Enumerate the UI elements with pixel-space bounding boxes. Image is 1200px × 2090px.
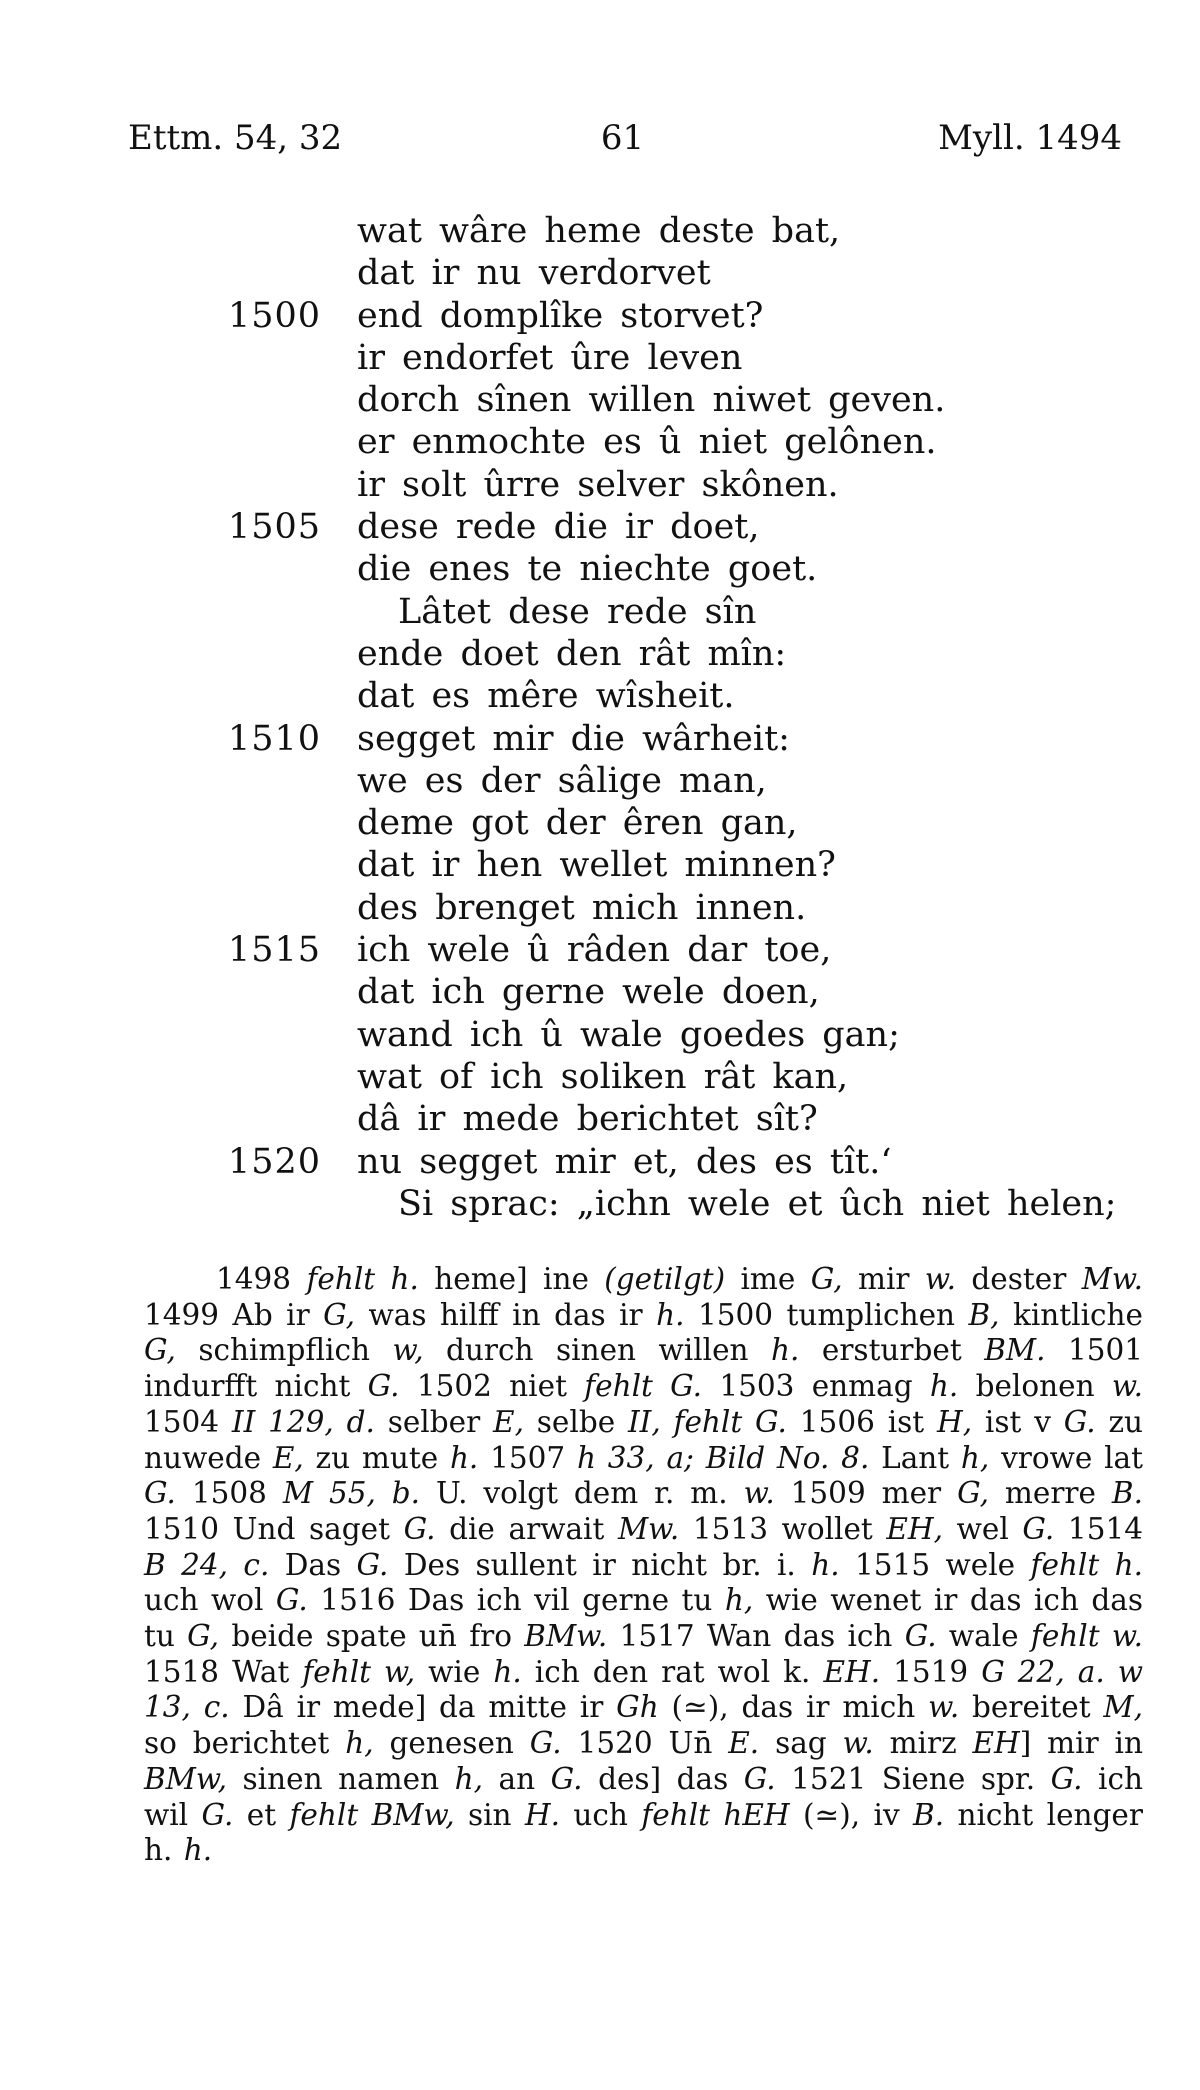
verse-text-line: Lâtet dese rede sîn <box>398 591 757 632</box>
apparatus-text: 1514 <box>1054 1511 1143 1546</box>
apparatus-text: 1508 <box>175 1476 283 1511</box>
apparatus-siglum: M 55, b. <box>282 1476 421 1511</box>
apparatus-siglum: h. <box>811 1547 840 1582</box>
verse-line <box>0 295 1200 337</box>
apparatus-siglum: G. <box>1050 1761 1083 1796</box>
apparatus-text: 1509 mer <box>774 1476 958 1511</box>
apparatus-text: ersturbet <box>799 1333 985 1368</box>
apparatus-text: 1521 Siene spr. <box>775 1761 1051 1796</box>
apparatus-text: 1500 tumplichen <box>684 1297 969 1332</box>
verse-number: 1515 <box>228 930 322 971</box>
apparatus-text: zu nuwede <box>144 1404 1143 1475</box>
verse-text-line: wat wâre heme deste bat, <box>357 211 841 251</box>
apparatus-text: uch wol <box>144 1583 276 1618</box>
verse-line <box>0 760 1200 802</box>
apparatus-siglum: EH, <box>886 1511 944 1546</box>
apparatus-text: Lant <box>869 1440 961 1475</box>
apparatus-text: sinen namen <box>227 1761 455 1796</box>
verse-line <box>0 506 1200 548</box>
apparatus-siglum: E. <box>728 1726 760 1761</box>
apparatus-siglum: G. <box>550 1761 583 1796</box>
apparatus-siglum: G. <box>1063 1404 1096 1439</box>
apparatus-text: wale <box>936 1619 1031 1654</box>
verse-text-line: ende doet den rât mîn: <box>357 633 787 674</box>
apparatus-siglum: fehlt h. <box>306 1262 419 1296</box>
apparatus-siglum: G. <box>743 1761 776 1796</box>
verse-text-line: des brenget mich innen. <box>357 887 807 928</box>
apparatus-siglum: II, fehlt G. <box>628 1404 787 1439</box>
verse-line <box>0 1141 1200 1183</box>
apparatus-text: 1504 <box>144 1404 232 1439</box>
verse-text-line: wand ich û wale goedes gan; <box>357 1014 900 1055</box>
apparatus-text: nicht lenger h. <box>144 1797 1143 1868</box>
apparatus-siglum: G, <box>323 1297 356 1332</box>
apparatus-siglum: Mw. <box>617 1511 680 1546</box>
apparatus-text: ] mir in <box>1019 1726 1143 1761</box>
apparatus-text: (≃), iv <box>789 1797 914 1832</box>
verse-text-line: Si sprac: „ichn wele et ûch niet helen; <box>398 1183 1117 1224</box>
apparatus-text: dester <box>956 1262 1082 1296</box>
apparatus-siglum: G. <box>367 1369 400 1404</box>
apparatus-text: sin <box>454 1797 525 1832</box>
apparatus-text: 1501 indurfft nicht <box>144 1333 1144 1404</box>
page-number: 61 <box>600 118 645 158</box>
header-right-reference: Myll. 1494 <box>938 118 1122 158</box>
apparatus-siglum: G. <box>403 1511 436 1546</box>
apparatus-siglum: w. <box>842 1726 874 1761</box>
verse-text-line: dat ir nu verdorvet <box>357 253 711 294</box>
apparatus-siglum: fehlt hEH <box>641 1797 790 1832</box>
apparatus-text: 1515 wele <box>839 1547 1031 1582</box>
apparatus-text: U. volgt dem r. m. <box>420 1476 744 1511</box>
apparatus-text: bereitet <box>959 1690 1104 1725</box>
apparatus-siglum: h, <box>960 1440 990 1475</box>
apparatus-siglum: G 22, a. <box>981 1654 1105 1689</box>
apparatus-text: Das <box>269 1547 357 1582</box>
apparatus-siglum: w. <box>928 1690 960 1725</box>
apparatus-siglum: E, <box>493 1404 524 1439</box>
apparatus-siglum: h. <box>929 1369 959 1404</box>
apparatus-siglum: Mw. <box>1081 1262 1144 1296</box>
apparatus-siglum: fehlt G. <box>584 1369 703 1404</box>
verse-text-line: ich wele û râden dar toe, <box>357 930 832 971</box>
apparatus-text: 1513 wollet <box>679 1511 887 1546</box>
apparatus-text: 1506 ist <box>786 1404 937 1439</box>
verse-text-line: ir endorfet ûre leven <box>357 337 743 378</box>
critical-apparatus <box>144 1262 1143 1869</box>
verse-text-line: dese rede die ir doet, <box>357 507 760 548</box>
apparatus-siglum: w. <box>924 1262 957 1296</box>
verse-text-line: dat es mêre wîsheit. <box>357 676 735 717</box>
apparatus-text: 1510 Und saget <box>144 1511 404 1546</box>
apparatus-siglum: B. <box>1111 1476 1143 1511</box>
apparatus-text: uch <box>560 1797 642 1832</box>
apparatus-siglum: G. <box>904 1619 937 1654</box>
verse-number: 1520 <box>228 1141 322 1182</box>
verse-text-line: end domplîke storvet? <box>357 295 764 336</box>
apparatus-text: sag <box>759 1726 843 1761</box>
apparatus-siglum: G. <box>144 1476 176 1511</box>
verse-text <box>0 210 1200 1225</box>
apparatus-siglum: B 24, c. <box>144 1547 270 1582</box>
apparatus-siglum: h, <box>724 1583 754 1618</box>
apparatus-text: 1503 enmag <box>702 1369 930 1404</box>
apparatus-siglum: BMw, <box>144 1761 228 1796</box>
verse-line <box>0 1056 1200 1098</box>
apparatus-siglum: (getilgt) <box>604 1262 726 1296</box>
apparatus-text: 1519 <box>880 1654 982 1689</box>
verse-text-line: dorch sînen willen niwet geven. <box>357 380 946 421</box>
apparatus-text: ist v <box>972 1404 1064 1439</box>
apparatus-siglum: B, <box>968 1297 1000 1332</box>
apparatus-text: ime <box>725 1262 811 1296</box>
apparatus-siglum: w. <box>743 1476 775 1511</box>
verse-line <box>0 379 1200 421</box>
verse-line <box>0 548 1200 590</box>
verse-text-line: wat of ich soliken rât kan, <box>357 1056 849 1097</box>
verse-line <box>0 464 1200 506</box>
verse-line <box>0 802 1200 844</box>
apparatus-siglum: h 33, a; Bild No. 8. <box>576 1440 870 1475</box>
apparatus-siglum: fehlt h. <box>1030 1547 1144 1582</box>
apparatus-text: kintliche <box>999 1297 1143 1332</box>
verse-text-line: er enmochte es û niet gelônen. <box>357 422 937 463</box>
apparatus-siglum: EH. <box>823 1654 881 1689</box>
apparatus-siglum: h. <box>449 1440 479 1475</box>
verse-number: 1505 <box>228 507 322 548</box>
verse-line <box>0 1014 1200 1056</box>
apparatus-siglum: h, <box>345 1726 374 1761</box>
verse-line <box>0 421 1200 463</box>
apparatus-siglum: h. <box>656 1297 685 1332</box>
verse-line <box>0 210 1200 252</box>
apparatus-text: et <box>233 1797 290 1832</box>
apparatus-siglum: h. <box>183 1833 213 1868</box>
verse-line <box>0 633 1200 675</box>
verse-line <box>0 591 1200 633</box>
apparatus-siglum: BMw. <box>524 1619 608 1654</box>
verse-line <box>0 887 1200 929</box>
apparatus-siglum: fehlt w, <box>302 1654 416 1689</box>
apparatus-text: selber <box>374 1404 494 1439</box>
apparatus-siglum: fehlt BMw, <box>289 1797 455 1832</box>
apparatus-siglum: fehlt w. <box>1030 1619 1143 1654</box>
apparatus-text: ich den rat wol k. <box>521 1654 824 1689</box>
apparatus-text: Dâ ir mede] da mitte ir <box>229 1690 617 1725</box>
apparatus-siglum: EH <box>972 1726 1020 1761</box>
apparatus-siglum: G. <box>201 1797 234 1832</box>
apparatus-text: wel <box>943 1511 1023 1546</box>
apparatus-siglum: h, <box>454 1761 484 1796</box>
verse-text-line: segget mir die wârheit: <box>357 718 790 759</box>
apparatus-text: mirz <box>873 1726 973 1761</box>
verse-text-line: dat ir hen wellet minnen? <box>357 845 836 886</box>
apparatus-text: schimpflich <box>175 1333 393 1368</box>
apparatus-siglum: G, <box>957 1476 989 1511</box>
apparatus-text: 1517 Wan das ich <box>607 1619 905 1654</box>
verse-number: 1510 <box>228 718 322 759</box>
apparatus-siglum: II 129, d. <box>231 1404 375 1439</box>
apparatus-text: die arwait <box>435 1511 618 1546</box>
apparatus-siglum: w, <box>392 1333 424 1368</box>
apparatus-text: so berichtet <box>144 1726 346 1761</box>
apparatus-siglum: E, <box>272 1440 304 1475</box>
verse-line <box>0 718 1200 760</box>
verse-line <box>0 252 1200 294</box>
verse-line <box>0 337 1200 379</box>
apparatus-siglum: w 13, c. <box>144 1654 1143 1725</box>
verse-text-line: deme got der êren gan, <box>357 803 798 844</box>
apparatus-text: (≃), das ir mich <box>658 1690 929 1725</box>
apparatus-text: 1498 <box>216 1262 307 1296</box>
apparatus-siglum: w. <box>1111 1369 1144 1404</box>
apparatus-text: beide spate un̄ fro <box>219 1619 525 1654</box>
apparatus-siglum: G. <box>356 1547 389 1582</box>
apparatus-text: 1516 Das ich vil gerne tu <box>307 1583 725 1618</box>
apparatus-siglum: H. <box>524 1797 561 1832</box>
verse-text-line: nu segget mir et, des es tît.‘ <box>357 1141 892 1182</box>
apparatus-text: wie <box>415 1654 494 1689</box>
apparatus-text: Des sullent ir nicht br. i. <box>388 1547 812 1582</box>
apparatus-siglum: Gh <box>616 1690 659 1725</box>
apparatus-text: belonen <box>958 1369 1112 1404</box>
apparatus-text: selbe <box>523 1404 629 1439</box>
apparatus-siglum: H, <box>936 1404 973 1439</box>
running-header <box>0 118 1200 168</box>
apparatus-text: durch sinen willen <box>423 1333 772 1368</box>
apparatus-siglum: G, <box>144 1333 176 1368</box>
apparatus-siglum: BM. <box>984 1333 1046 1368</box>
apparatus-text: heme] ine <box>418 1262 605 1296</box>
header-left-reference: Ettm. 54, 32 <box>128 118 343 158</box>
apparatus-text: 1502 niet <box>399 1369 585 1404</box>
apparatus-text: vrowe lat <box>989 1440 1143 1475</box>
verse-line <box>0 675 1200 717</box>
verse-text-line: we es der sâlige man, <box>357 760 767 801</box>
apparatus-siglum: B. <box>913 1797 945 1832</box>
apparatus-siglum: G. <box>529 1726 562 1761</box>
verse-text-line: dâ ir mede berichtet sît? <box>357 1099 818 1140</box>
apparatus-text: 1499 Ab ir <box>144 1297 324 1332</box>
apparatus-text: mir <box>842 1262 925 1296</box>
verse-text-line: die enes te niechte goet. <box>357 549 818 590</box>
verse-text-line: dat ich gerne wele doen, <box>357 972 820 1013</box>
apparatus-siglum: G, <box>810 1262 843 1296</box>
apparatus-siglum: G. <box>275 1583 308 1618</box>
verse-number: 1500 <box>228 295 322 336</box>
apparatus-siglum: h. <box>771 1333 800 1368</box>
apparatus-text: wie wenet ir das ich das tu <box>144 1583 1143 1654</box>
apparatus-text: des] das <box>582 1761 744 1796</box>
verse-line <box>0 971 1200 1013</box>
verse-line <box>0 844 1200 886</box>
apparatus-text: 1520 Un̄ <box>561 1726 729 1761</box>
apparatus-text <box>1105 1655 1118 1689</box>
verse-line <box>0 929 1200 971</box>
apparatus-text: 1518 Wat <box>144 1654 303 1689</box>
apparatus-text: 1507 <box>478 1440 577 1475</box>
apparatus-siglum: G, <box>187 1619 220 1654</box>
apparatus-text: merre <box>988 1476 1112 1511</box>
apparatus-siglum: G. <box>1022 1511 1055 1546</box>
verse-line <box>0 1183 1200 1225</box>
apparatus-text: was hilff in das ir <box>355 1297 657 1332</box>
verse-text-line: ir solt ûrre selver skônen. <box>357 464 839 505</box>
apparatus-text: zu mute <box>303 1440 450 1475</box>
apparatus-siglum: M, <box>1103 1690 1143 1725</box>
apparatus-text: an <box>483 1761 551 1796</box>
apparatus-text: ich wil <box>144 1761 1144 1832</box>
apparatus-text: genesen <box>373 1726 530 1761</box>
verse-line <box>0 1098 1200 1140</box>
apparatus-siglum: h. <box>493 1654 522 1689</box>
